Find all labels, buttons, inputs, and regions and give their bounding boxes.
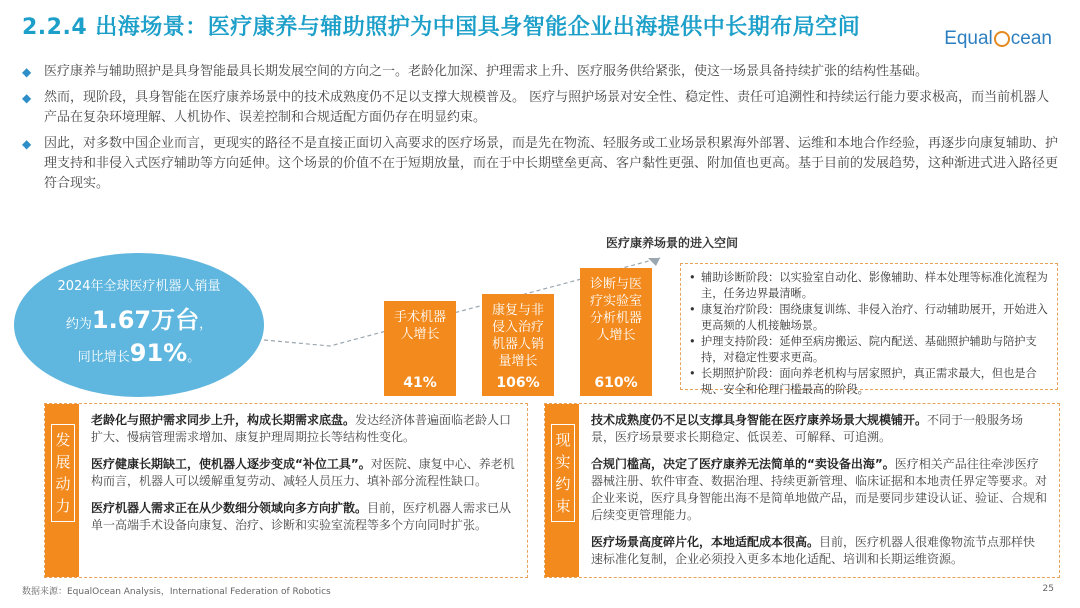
constraint-paragraph (591, 534, 1047, 568)
ellipse-suffix: ， (199, 317, 213, 332)
paragraph-text: 目前，医疗机器人需求已从单一高端手术设备向康复、治疗、诊断和实验室流程等多个方向同时扩张。 (91, 501, 512, 532)
paragraph-text: 不同于一般服务场景，医疗场景要求长期稳定、低误差、可解释、可追溯。 (591, 413, 1024, 444)
bar-value-label: 610% (594, 375, 638, 391)
bullet-text: 然而，现阶段，具身智能在医疗康养场景中的技术成熟度仍不足以支撑大规模普及。 医疗与照护场景对安全性、稳定性、责任可追溯性和持续运行能力要求极高，而当前机器人产品在复杂环境理解、人机协作、误差控制和合规适配方面仍存在明显约束。 (44, 90, 1050, 125)
ellipse-suffix: 。 (187, 350, 201, 365)
stage-text: 康复治疗阶段：围绕康复训练、非侵入治疗、行动辅助展开，开始进入更高频的人机接触场景。 (701, 303, 1048, 332)
drivers-panel (44, 403, 528, 578)
ellipse-prefix: 约为 (65, 317, 92, 332)
paragraph-heading: 医疗机器人需求正在从少数细分领域向多方向扩散。 (91, 501, 368, 515)
bullet-dot-icon: • (689, 335, 696, 348)
tag-char: 展 (55, 453, 71, 471)
driver-paragraph (91, 500, 515, 534)
bar-category-label: 诊断与医疗实验室分析机器人增长 (590, 277, 643, 343)
paragraph-heading: 医疗健康长期缺工，使机器人逐步变成“补位工具”。 (91, 457, 371, 471)
constraints-panel (544, 403, 1060, 578)
constraints-tag (545, 404, 579, 577)
chart-bar (580, 268, 652, 396)
ellipse-line1: 2024年全球医疗机器人销量 (57, 279, 221, 294)
tag-char: 实 (555, 453, 571, 471)
entry-stages-box (680, 263, 1058, 396)
diamond-bullet-icon: ◆ (22, 91, 32, 105)
source-note: 数据来源：EqualOcean Analysis，International Federation of Robotics (22, 587, 331, 597)
paragraph-text: 对医院、康复中心、养老机构而言，机器人可以缓解重复劳动、减轻人员压力、填补部分流程性缺口。 (91, 457, 515, 488)
stage-item (689, 366, 1049, 398)
tag-char: 束 (555, 497, 571, 515)
bar-category-label: 康复与非侵入治疗机器人销量增长 (492, 302, 545, 369)
bar-category-label: 手术机器人增长 (394, 309, 447, 342)
drivers-tag (45, 404, 79, 577)
driver-paragraph (91, 412, 515, 446)
constraint-paragraph (591, 456, 1047, 524)
bullet-text: 医疗康养与辅助照护是具身智能最具长期发展空间的方向之一。老龄化加深、护理需求上升、医疗服务供给紧张，使这一场景具备持续扩张的结构性基础。 (44, 64, 929, 79)
chart-bar (384, 301, 456, 396)
page-title: 2.2.4 出海场景：医疗康养与辅助照护为中国具身智能企业出海提供中长期布局空间 (22, 15, 861, 40)
ellipse-prefix: 同比增长 (77, 350, 130, 365)
chart-title: 医疗康养场景的进入空间 (606, 236, 739, 250)
paragraph-heading: 合规门槛高，决定了医疗康养无法简单的“卖设备出海”。 (591, 457, 895, 471)
sales-volume-value: 1.67万台 (91, 306, 200, 334)
paragraph-heading: 医疗场景高度碎片化，本地适配成本很高。 (591, 535, 820, 549)
constraints-body (591, 412, 1047, 578)
paragraph-text: 医疗相关产品往往牵涉医疗器械注册、软件审查、数据治理、持续更新管理、临床证据和本地责任界定等要求。对企业来说，医疗具身智能出海不是简单地做产品，而是要同步建设认证、验证、合规和后续变更管理能力。 (591, 457, 1048, 522)
stage-text: 护理支持阶段：延伸至病房搬运、院内配送、基础照护辅助与陪护支持，对稳定性要求更高。 (701, 335, 1037, 364)
tag-char: 现 (555, 431, 571, 449)
tag-char: 力 (55, 497, 71, 515)
stage-item (689, 302, 1049, 334)
bullet-dot-icon: • (689, 271, 696, 284)
bar-value-label: 41% (403, 374, 437, 391)
paragraph-heading: 技术成熟度仍不足以支撑具身智能在医疗康养场景大规模铺开。 (591, 413, 928, 427)
tag-char: 动 (55, 475, 71, 493)
stage-item (689, 270, 1049, 302)
chart-bar (482, 294, 554, 396)
tag-char: 约 (555, 475, 571, 493)
stage-item (689, 334, 1049, 366)
bullet-dot-icon: • (689, 367, 696, 380)
tag-char: 发 (55, 431, 71, 449)
logo-text-left: Equal (944, 28, 993, 49)
stage-text: 辅助诊断阶段：以实验室自动化、影像辅助、样本处理等标准化流程为主，任务边界最清晰。 (701, 271, 1048, 300)
drivers-body (91, 412, 515, 544)
paragraph-text: 目前，医疗机器人很难像物流节点那样快速标准化复制，企业必须投入更多本地化适配、培训和长期运维资源。 (591, 535, 1036, 566)
page-number: 25 (1042, 584, 1054, 594)
constraint-paragraph (591, 412, 1047, 446)
paragraph-heading: 老龄化与照护需求同步上升，构成长期需求底盘。 (91, 413, 356, 427)
bullet-dot-icon: • (689, 303, 696, 316)
diamond-bullet-icon: ◆ (22, 137, 32, 151)
diamond-bullet-icon: ◆ (22, 65, 32, 79)
stage-text: 长期照护阶段：面向养老机构与居家照护，真正需求最大，但也是合规、安全和伦理门槛最高的阶段。 (701, 367, 1037, 396)
bullet-text: 因此，对多数中国企业而言，更现实的路径不是直接正面切入高要求的医疗场景，而是先在物流、轻服务或工业场景积累海外部署、运维和本地合作经验，再逐步向康复辅助、护理支持和非侵入式医疗辅助等方向延伸。这个场景的价值不在于短期放量，而在于中长期壁垒更高、客户黏性更强、附加值也更高。基于目前的发展趋势，这种渐进式进入路径更符合现实。 (44, 136, 1059, 191)
bar-value-label: 106% (496, 374, 540, 391)
logo-text-right: cean (1010, 28, 1052, 49)
growth-rate-value: 91% (129, 339, 188, 367)
paragraph-text: 发达经济体普遍面临老龄人口扩大、慢病管理需求增加、康复护理周期拉长等结构性变化。 (91, 413, 512, 444)
driver-paragraph (91, 456, 515, 490)
